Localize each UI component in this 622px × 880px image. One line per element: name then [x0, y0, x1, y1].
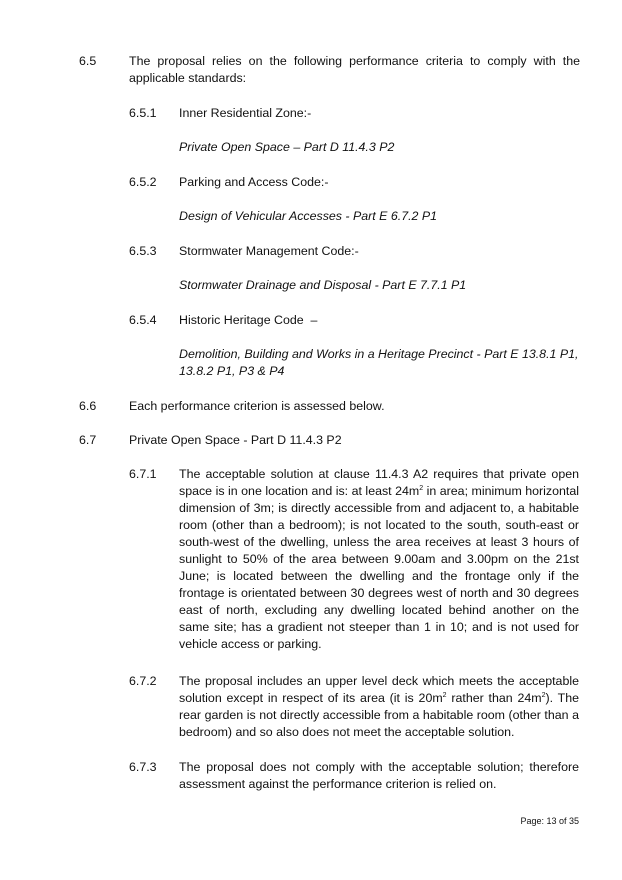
item-number-6-5-1: 6.5.1	[129, 106, 157, 120]
item-6-7-2-text-a: The proposal includes an upper level deck which meets the acceptable solution except in respect of its area (it is 20m	[179, 674, 579, 705]
item-6-7-3-text: The proposal does not comply with the acceptable solution; therefore assessment against the performance criterion is relied on.	[179, 760, 579, 791]
item-6-5-2-detail: Design of Vehicular Accesses - Part E 6.7.2 P1	[179, 209, 438, 223]
item-number-6-5-2: 6.5.2	[129, 175, 157, 189]
section-number-6-7: 6.7	[79, 433, 97, 447]
section-number-6-5: 6.5	[79, 54, 97, 68]
superscript-2: 2	[541, 691, 546, 699]
item-6-5-3-detail: Stormwater Drainage and Disposal - Part E 7.7.1 P1	[179, 278, 467, 292]
section-6-7-heading: Private Open Space - Part D 11.4.3 P2	[129, 433, 342, 447]
item-6-7-1-text-a: The acceptable solution at clause 11.4.3 A2 requires that private open space is in one location and is: at least 24m	[179, 467, 579, 498]
section-6-6-text: Each performance criterion is assessed below.	[129, 399, 385, 413]
item-6-5-3-label: Stormwater Management Code:-	[179, 244, 359, 258]
item-6-7-2-text	[179, 673, 579, 741]
item-number-6-5-4: 6.5.4	[129, 313, 157, 327]
section-number-6-6: 6.6	[79, 399, 97, 413]
item-6-5-4-detail: Demolition, Building and Works in a Heritage Precinct - Part E 13.8.1 P1, 13.8.2 P1, P3 & P4	[179, 347, 579, 378]
item-number-6-7-2: 6.7.2	[129, 674, 157, 688]
item-6-7-2-text-b: rather than 24m	[446, 691, 542, 705]
item-number-6-7-1: 6.7.1	[129, 467, 157, 481]
page-number: Page: 13 of 35	[520, 816, 579, 826]
item-6-5-2-label: Parking and Access Code:-	[179, 175, 329, 189]
item-number-6-5-3: 6.5.3	[129, 244, 157, 258]
superscript-2: 2	[442, 691, 447, 699]
item-6-7-1-text-b: in area; minimum horizontal dimension of 3m; is directly accessible from and adjacent to, a habitable room (other than a bedroom); is not located to the south, south-east or south-west of the dwelling, unless the area receives at least 3 hours of sunlight to 50% of the area between 9.00am and 3.00pm on the 21st June; is located between the dwelling and the frontage only if the frontage is orientated between 30 degrees west of north and 30 degrees east of north, excluding any dwelling located behind another on the same site; has a gradient not steeper than 1 in 10; and is not used for vehicle access or parking.	[179, 484, 579, 651]
item-6-7-1-text	[179, 466, 579, 653]
superscript-2: 2	[419, 484, 424, 492]
item-6-5-1-detail: Private Open Space – Part D 11.4.3 P2	[179, 140, 395, 154]
section-6-5-text: The proposal relies on the following performance criteria to comply with the applicable standards:	[129, 54, 580, 85]
item-6-5-1-label: Inner Residential Zone:-	[179, 106, 312, 120]
item-6-7-2-text-c: ). The rear garden is not directly accessible from a habitable room (other than a bedroom) and so also does not meet the acceptable solution.	[179, 691, 580, 739]
item-number-6-7-3: 6.7.3	[129, 760, 157, 774]
item-6-5-4-label: Historic Heritage Code –	[179, 313, 318, 327]
